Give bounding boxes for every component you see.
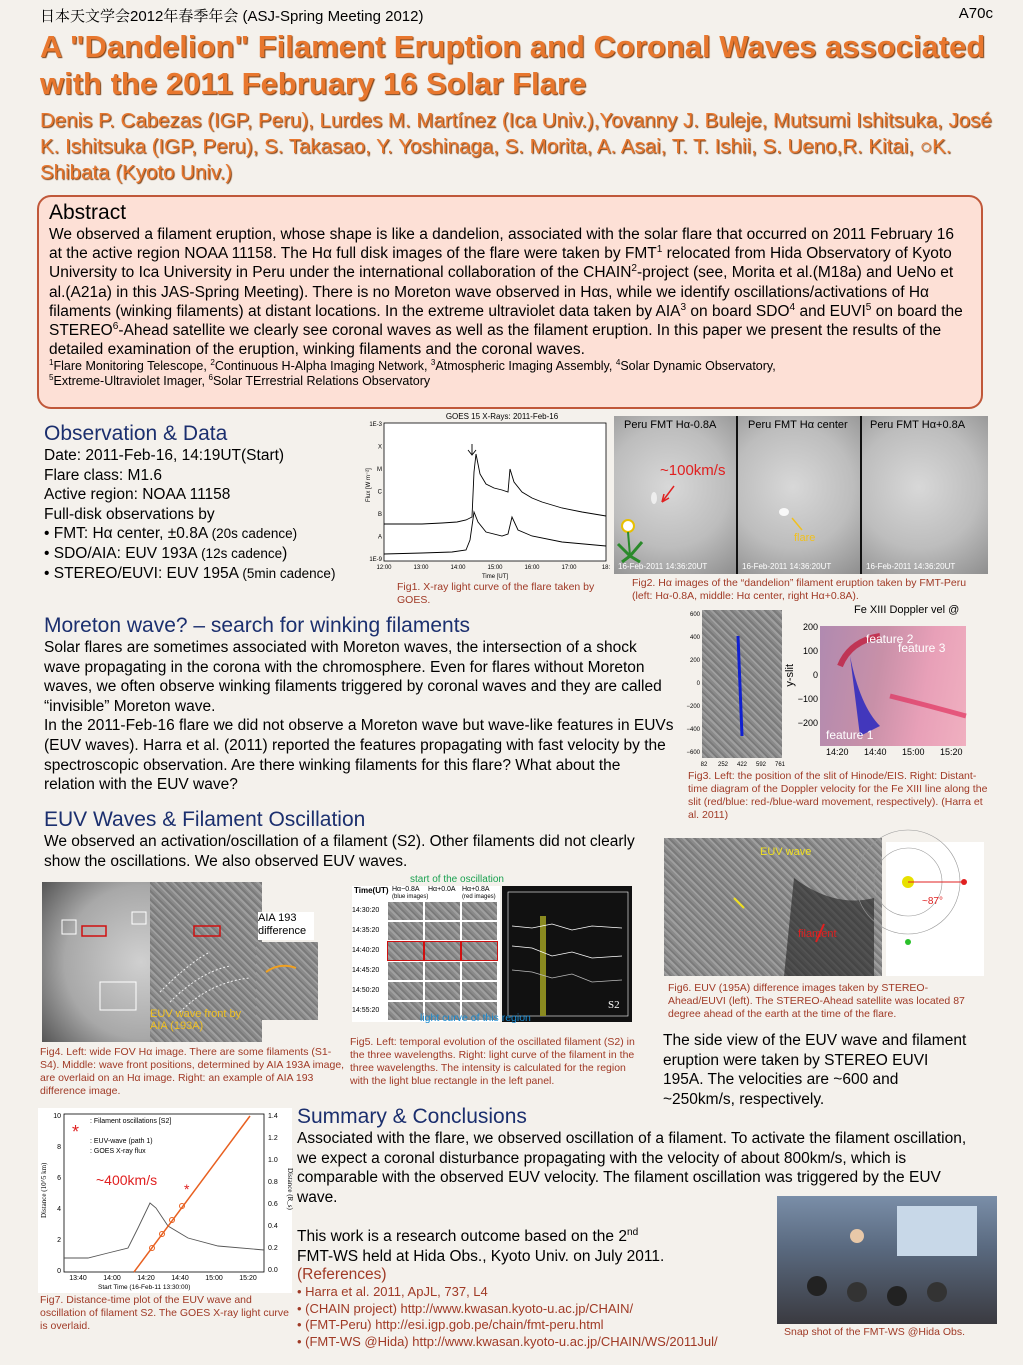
fig5-frame bbox=[388, 942, 423, 960]
moreton-text: Solar flares are sometimes associated with Moreton waves, the intersection of a shock wave propagating in the corona with the chromosphere. Even for flares without Moreton waves, we often observe winking filaments triggered by coronal waves and they are called “invisible” Moreton wave. In the 2011-Feb-16 flare we did not observe a Moreton wave but wave-like features in EUVs (EUV waves). Harra et al. (2011) reported the features propagating with fast velocity by the spectroscopic observation. Are there winking filaments for this flare? What about the relation with the EUV wave? bbox=[44, 639, 674, 794]
observation-heading: Observation & Data bbox=[44, 422, 228, 445]
fig5-time-label: 14:45:20 bbox=[352, 967, 380, 974]
fig5-frame bbox=[462, 902, 497, 920]
y-slit-label: y-slit bbox=[784, 664, 796, 687]
eis-x-tick: 422 bbox=[736, 762, 748, 768]
fig7-yr-tick: 1.2 bbox=[268, 1135, 278, 1142]
fig5-frame bbox=[425, 982, 460, 1000]
obs-fmt: • FMT: Hα center, ±0.8A (20s cadence) bbox=[44, 525, 298, 543]
fig5-frame bbox=[425, 902, 460, 920]
fig2-halpha-images bbox=[614, 416, 988, 574]
flare-annotation: flare bbox=[794, 532, 816, 544]
fig7-x-tick: 15:00 bbox=[205, 1275, 223, 1282]
euv-wave-front-label: EUV wave front by AIA (193A) bbox=[150, 1008, 242, 1032]
fig5-frame bbox=[462, 982, 497, 1000]
fig7-yr-tick: 0.8 bbox=[268, 1179, 278, 1186]
goes-chart-title: GOES 15 X-Rays: 2011-Feb-16 bbox=[445, 412, 559, 421]
photo-caption: Snap shot of the FMT-WS @Hida Obs. bbox=[784, 1326, 966, 1338]
feature-2-label: feature 2 bbox=[866, 632, 914, 646]
fig5-time-label: 14:30:20 bbox=[352, 907, 380, 914]
doppler-x-ticks bbox=[822, 747, 968, 761]
stamp-center: 16-Feb-2011 14:36:20UT bbox=[742, 562, 832, 571]
aia-difference-image bbox=[256, 942, 318, 1020]
goes-y-tick: 1E-9 bbox=[369, 557, 382, 563]
fig5-frame bbox=[425, 922, 460, 940]
fig7-yr-tick: 0.4 bbox=[268, 1223, 278, 1230]
fig5-frame bbox=[388, 982, 423, 1000]
fig7-yr-tick: 0.2 bbox=[268, 1245, 278, 1252]
halpha-label-minus: Peru FMT Hα-0.8A bbox=[624, 419, 717, 431]
fig6-stereo bbox=[664, 838, 984, 978]
euv-text: We observed an activation/oscillation of a filament (S2). Other filaments did not clearly show the oscillations. We also observed EUV waves. bbox=[44, 833, 635, 870]
obs-aia: • SDO/AIA: EUV 193A (12s cadence) bbox=[44, 544, 288, 562]
moreton-section bbox=[44, 614, 674, 795]
stereo-difference-image bbox=[664, 838, 882, 976]
doppler-y-tick: 200 bbox=[802, 622, 818, 632]
eis-x-tick: 82 bbox=[700, 762, 708, 768]
fig7-yr-tick: 0.0 bbox=[268, 1267, 278, 1274]
euv-wave-label: EUV wave bbox=[760, 846, 812, 858]
eis-y-tick: 200 bbox=[689, 658, 700, 664]
feature-3-label: feature 3 bbox=[898, 641, 946, 655]
poster-title: A "Dandelion" Filament Eruption and Coronal Waves associated with the 2011 February 16 Solar Flare bbox=[40, 29, 986, 101]
ws-text: This work is a research outcome based on the 2nd FMT-WS held at Hida Obs., Kyoto Univ. on July 2011. bbox=[297, 1226, 665, 1265]
svg-text:Time [UT]: Time [UT] bbox=[481, 574, 509, 580]
angle-label: ~87° bbox=[922, 896, 943, 907]
references-heading: (References) bbox=[297, 1266, 387, 1283]
fig7-x-tick: 13:40 bbox=[69, 1275, 87, 1282]
goes-y-tick: 1E-3 bbox=[369, 422, 382, 428]
fig7-yr-tick: 1.0 bbox=[268, 1157, 278, 1164]
fig7-y-tick: 10 bbox=[53, 1113, 61, 1120]
svg-text:Flux [W m⁻²]: Flux [W m⁻²] bbox=[366, 468, 372, 502]
fig7-ylabel-right: Distance (R_s) bbox=[286, 1168, 294, 1210]
dandelion-icon bbox=[618, 520, 642, 562]
stamp-plus: 16-Feb-2011 14:36:20UT bbox=[866, 562, 956, 571]
fig5-frame bbox=[425, 962, 460, 980]
doppler-x-tick: 15:20 bbox=[940, 747, 963, 757]
fig5-frame bbox=[462, 922, 497, 940]
fig4-caption: Fig4. Left: wide FOV Hα image. There are some filaments (S1-S4). Middle: wave front positions, determined by AIA 193A image, are overlaid on an Hα image. Right: an example of AIA 193 difference image. bbox=[40, 1046, 345, 1097]
doppler-y-tick: 0 bbox=[812, 670, 818, 680]
abstract-footnotes: $^1$Flare Monitoring Telescope, $^2$Continuous H-Alpha Imaging Network, $^3$Atmospheric Imaging Assembly, $^4$Solar Dynamic Observatory, $^5$Extreme-Ultraviolet Imager, $^6$Solar TErrestrial Relations Observatory bbox=[49, 358, 776, 389]
goes-y-tick: A bbox=[377, 534, 382, 541]
fig7-y-tick: 4 bbox=[57, 1206, 61, 1213]
eis-y-tick: 400 bbox=[689, 635, 700, 641]
fig7-y-tick: 6 bbox=[57, 1175, 61, 1182]
fig5-time-label: 14:35:20 bbox=[352, 927, 380, 934]
workshop-photo bbox=[777, 1196, 997, 1324]
euv-heading: EUV Waves & Filament Oscillation bbox=[44, 808, 366, 831]
fig2-overlay bbox=[614, 416, 988, 574]
fig6-caption: Fig6. EUV (195A) difference images taken by STEREO-Ahead/EUVI (left). The STEREO-Ahead satellite was located 87 degree ahead of the earth at the time of the flare. bbox=[668, 982, 965, 1020]
feature-1-label: feature 1 bbox=[826, 728, 874, 742]
observation-section bbox=[44, 422, 364, 583]
fig4-images bbox=[42, 882, 348, 1042]
goes-x-tick: 17:00 bbox=[561, 565, 577, 571]
euv-section bbox=[44, 808, 664, 871]
aia-193-label: AIA 193 difference bbox=[258, 912, 314, 940]
summary-heading: Summary & Conclusions bbox=[297, 1105, 527, 1128]
goes-y-tick: X bbox=[377, 444, 382, 451]
fig1-caption: Fig1. X-ray light curve of the flare taken by GOES. bbox=[397, 581, 595, 606]
fig5-frame bbox=[388, 922, 423, 940]
orbit-diagram bbox=[886, 842, 984, 976]
doppler-y-tick: −200 bbox=[797, 718, 818, 728]
fig5-time-label: 14:40:20 bbox=[352, 947, 380, 954]
goes-x-tick: 14:00 bbox=[450, 565, 466, 571]
doppler-x-tick: 14:40 bbox=[864, 747, 887, 757]
eis-y-tick: 0 bbox=[696, 681, 700, 687]
fig5-time-label: 14:50:20 bbox=[352, 987, 380, 994]
meeting-name: 日本天文学会2012年春季年会 (ASJ-Spring Meeting 2012) bbox=[40, 8, 424, 25]
fig5-frame bbox=[388, 902, 423, 920]
fig5-frame bbox=[462, 942, 497, 960]
wide-fov-halpha bbox=[42, 882, 152, 1042]
light-curve-label: light curve of this region bbox=[420, 1012, 531, 1024]
doppler-y-ticks bbox=[792, 622, 820, 746]
fig7-y-tick: 2 bbox=[57, 1237, 61, 1244]
eis-y-tick: −200 bbox=[686, 704, 700, 710]
doppler-x-tick: 15:00 bbox=[902, 747, 925, 757]
doppler-y-tick: −100 bbox=[797, 694, 818, 704]
doppler-x-tick: 14:20 bbox=[826, 747, 849, 757]
fig7-ylabel: Distance (10^5 km) bbox=[40, 1162, 48, 1218]
evolution-grid: Time(UT) Hα−0.8A Hα+0.0A Hα+0.8A (blue images) (red images) 14:30:20 14:35:20 14:40:20 14:45:20 14:50:20 14:55:20 bbox=[352, 886, 500, 1022]
fig5-frame bbox=[462, 962, 497, 980]
fig5-frame bbox=[388, 962, 423, 980]
halpha-label-center: Peru FMT Hα center bbox=[748, 419, 848, 431]
fig7-yr-tick: 0.6 bbox=[268, 1201, 278, 1208]
reference-4: • (FMT-WS @Hida) http://www.kwasan.kyoto-u.ac.jp/CHAIN/WS/2011Jul/ bbox=[297, 1333, 718, 1349]
s2-lightcurve bbox=[502, 886, 632, 1022]
fig7-x-tick: 15:20 bbox=[239, 1275, 257, 1282]
oscillation-start-label: start of the oscillation bbox=[410, 874, 504, 885]
abstract-heading: Abstract bbox=[49, 201, 127, 224]
eis-x-tick: 252 bbox=[717, 762, 729, 768]
goes-x-tick: 18: bbox=[601, 565, 611, 571]
fig5-frame bbox=[425, 942, 460, 960]
reference-2: • (CHAIN project) http://www.kwasan.kyoto-u.ac.jp/CHAIN/ bbox=[297, 1300, 634, 1316]
side-view-text: The side view of the EUV wave and filament eruption were taken by STEREO EUVI 195A. The velocities are ~600 and ~250km/s, respectively. bbox=[663, 1032, 967, 1108]
summary-text: Associated with the flare, we observed oscillation of a filament. To activate the filament oscillation, we expect a coronal disturbance propagating with the velocity of about 800km/s, which is comparable with the observed EUV velocity. The filament oscillation was triggered by the EUV wave. bbox=[297, 1130, 967, 1206]
eis-y-tick: 600 bbox=[689, 612, 700, 618]
summary-section bbox=[297, 1105, 977, 1207]
stamp-minus: 16-Feb-2011 14:36:20UT bbox=[618, 562, 708, 571]
goes-x-tick: 15:00 bbox=[487, 565, 503, 571]
abstract-box bbox=[37, 195, 983, 409]
goes-x-tick: 12:00 bbox=[376, 565, 392, 571]
obs-date: Date: 2011-Feb-16, 14:19UT(Start) bbox=[44, 447, 285, 464]
eis-y-tick: −400 bbox=[686, 727, 700, 733]
reference-1: • Harra et al. 2011, ApJL, 737, L4 bbox=[297, 1284, 488, 1299]
obs-fulldisk: Full-disk observations by bbox=[44, 505, 215, 523]
fig7-caption: Fig7. Distance-time plot of the EUV wave and oscillation of filament S2. The GOES X-ray light curve is overlaid. bbox=[40, 1294, 289, 1332]
speed-annotation: ~100km/s bbox=[660, 462, 726, 479]
fig7-x-tick: 14:40 bbox=[171, 1275, 189, 1282]
fig7-x-tick: 14:00 bbox=[103, 1275, 121, 1282]
eis-x-tick: 592 bbox=[755, 762, 767, 768]
doppler-y-tick: 100 bbox=[802, 646, 818, 656]
halpha-label-plus: Peru FMT Hα+0.8A bbox=[870, 419, 966, 431]
goes-y-tick: M bbox=[377, 467, 382, 473]
fig5-frame bbox=[388, 1002, 423, 1020]
goes-x-tick: 16:00 bbox=[524, 565, 540, 571]
fig7-x-tick: 14:20 bbox=[137, 1275, 155, 1282]
fig7-distance-time: * * 13:40 14:00 14:20 14:40 15:00 15:20 10 8 6 4 2 0 1.4 1.2 1.0 0.8 0.6 0.4 0.2 0.0 Distance (10^5 km) Distance (R_s) : Filament oscillations [S2] : EUV-wave (path 1) : GOES X-ray flux ~400km/s Start Time (16-Feb-11 13:30:00) bbox=[38, 1108, 292, 1293]
filament-label: filament bbox=[798, 928, 837, 940]
fig2-caption: Fig2. Hα images of the “dandelion” filament eruption taken by FMT-Peru (left: Hα-0.8A, middle: Hα center, right Hα+0.8A). bbox=[632, 577, 967, 602]
fig3-eis bbox=[676, 606, 986, 766]
abstract-text: We observed a filament eruption, whose shape is like a dandelion, associated with the solar flare that occurred on 2011 February 16 at the active region NOAA 11158. The Hα full disk images of the flare were taken by FMT$^1$ relocated from Hida Observatory of Kyoto University to Ica University in Peru under the international collaboration of the CHAIN$^2$-project (see, Morita et al.(M18a) and UeNo et al.(A21a) in this JAS-Spring Meeting). There is no Moreton wave observed in Hαs, while we identify oscillations/activations of Hα filaments (winking filaments) at distant locations. In the extreme ultraviolet data taken by AIA$^3$ on board SDO$^4$ and EUVI$^5$ on board the STEREO$^6$-Ahead satellite we clearly see coronal waves as well as the filament eruption. In this paper we present the results of the detailed examination of the eruption, winking filaments and the coronal waves. bbox=[49, 226, 963, 359]
fig3-caption: Fig3. Left: the position of the slit of Hinode/EIS. Right: Distant-time diagram of the Doppler velocity for the Fe XIII line along the slit (red/blue: red-/blue-ward movement, respectively). (Harra et al. 2011) bbox=[688, 770, 988, 821]
goes-y-tick: C bbox=[377, 489, 382, 496]
doppler-title: Fe XIII Doppler vel @ bbox=[854, 604, 960, 616]
svg-text:S2: S2 bbox=[608, 999, 620, 1011]
obs-euvi: • STEREO/EUVI: EUV 195A (5min cadence) bbox=[44, 564, 336, 582]
moreton-heading: Moreton wave? – search for winking filaments bbox=[44, 614, 471, 637]
fig1-goes-chart bbox=[362, 412, 612, 580]
goes-x-tick: 13:00 bbox=[413, 565, 429, 571]
fig7-yr-tick: 1.4 bbox=[268, 1113, 278, 1120]
reference-3: • (FMT-Peru) http://esi.igp.gob.pe/chain/fmt-peru.html bbox=[297, 1317, 604, 1332]
fig7-y-tick: 8 bbox=[57, 1144, 61, 1151]
legend-star-icon: * bbox=[72, 1122, 80, 1142]
goes-y-tick: B bbox=[377, 512, 382, 518]
fig5-time-label: 14:55:20 bbox=[352, 1007, 380, 1014]
fig5-evolution bbox=[352, 874, 632, 1034]
author-list: Denis P. Cabezas (IGP, Peru), Lurdes M. Martínez (Ica Univ.),Yovanny J. Buleje, Mutsumi Ishitsuka, José K. Ishitsuka (IGP, Peru), S. Takasao, Y. Yoshinaga, S. Morita, A. Asai, T. T. Ishii, S. Ueno,R. Kitai, ○K. Shibata (Kyoto Univ.) bbox=[40, 109, 992, 184]
speed-400-label: ~400km/s bbox=[96, 1172, 158, 1188]
references-section bbox=[297, 1266, 777, 1350]
obs-region: Active region: NOAA 11158 bbox=[44, 486, 231, 504]
obs-flare-class: Flare class: M1.6 bbox=[44, 466, 163, 484]
eis-y-tick: −600 bbox=[686, 750, 700, 756]
poster-code: A70c bbox=[958, 5, 993, 22]
star-marker-icon: * bbox=[184, 1181, 190, 1197]
eis-x-tick: 761 bbox=[774, 762, 786, 768]
fig7-y-tick: 0 bbox=[57, 1268, 61, 1275]
fig5-caption: Fig5. Left: temporal evolution of the oscillated filament (S2) in the three wavelengths. Right: light curve of the filament in the three wavelengths. The intensity is calculated for the region with the light blue rectangle in the left panel. bbox=[350, 1036, 635, 1087]
goes-chart-svg bbox=[362, 412, 612, 580]
